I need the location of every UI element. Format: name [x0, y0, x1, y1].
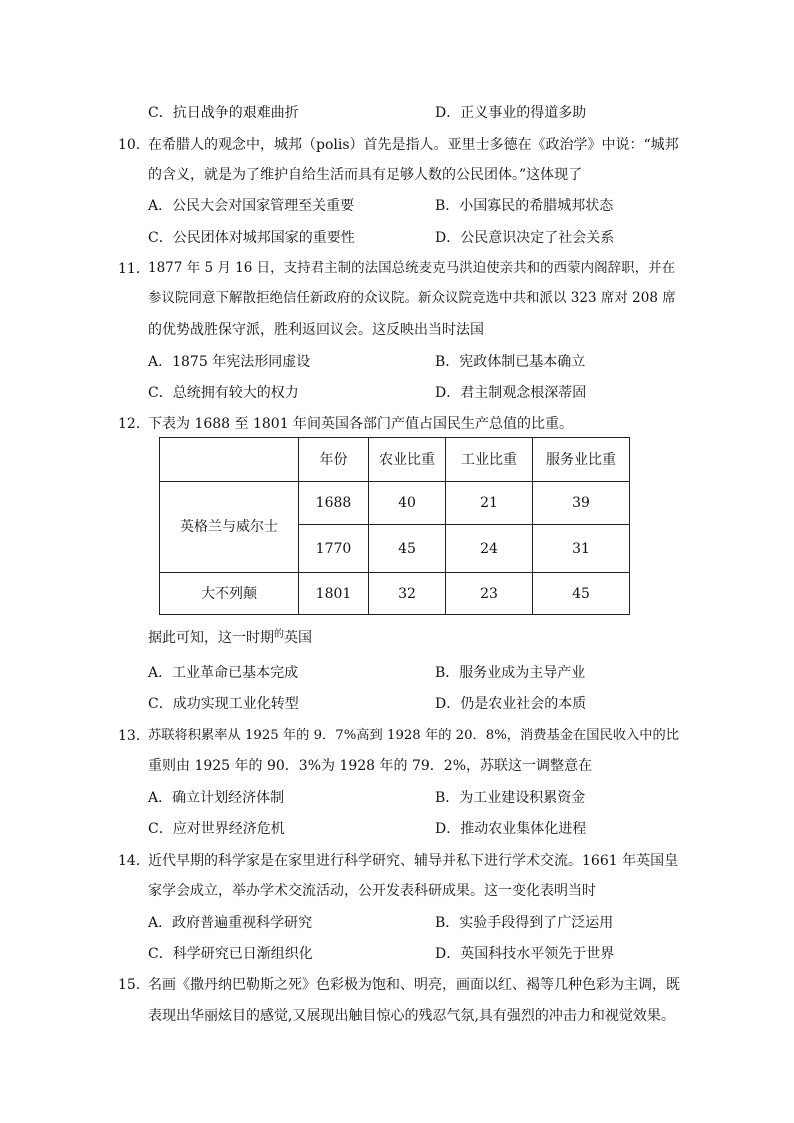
q14-number: 14．	[118, 853, 150, 869]
q13-stem-line2: 重则由 1925 年的 90．3%为 1928 年的 79．2%，苏联这一调整意在	[148, 758, 593, 774]
table-row	[160, 482, 630, 525]
table-cell-industry: 21	[446, 482, 533, 525]
q14-option-d: D．英国科技水平领先于世界	[435, 946, 615, 962]
table-header-year: 年份	[299, 438, 369, 482]
table-cell-industry: 24	[446, 525, 533, 573]
q13-option-d: D．推动农业集体化进程	[435, 821, 587, 837]
q13-stem-line1: 苏联将积累率从 1925 年的 9．7%高到 1928 年的 20．8%，消费基金在国民收入中的比	[148, 728, 680, 743]
table-cell-agriculture: 45	[369, 525, 446, 573]
q12-option-b: B．服务业成为主导产业	[435, 665, 586, 681]
q14-option-a: A．政府普遍重视科学研究	[148, 915, 313, 931]
q15-number: 15．	[118, 977, 150, 993]
table-row	[160, 573, 630, 615]
q11-stem-line2: 参议院同意下解散拒绝信任新政府的众议院。新众议院竞选中共和派以 323 席对 208 席	[148, 290, 676, 306]
table-cell-services: 39	[533, 482, 630, 525]
sector-share-table	[159, 437, 630, 615]
q14-stem-line1: 近代早期的科学家是在家里进行科学研究、辅导并私下进行学术交流。1661 年英国皇	[148, 853, 679, 869]
table-header-agriculture: 农业比重	[369, 438, 446, 482]
q9-option-c: C．抗日战争的艰难曲折	[148, 105, 299, 121]
q10-option-c: C．公民团体对城邦国家的重要性	[148, 230, 355, 246]
q12-stem-after-table	[148, 630, 312, 645]
q12-option-d: D．仍是农业社会的本质	[435, 696, 587, 712]
q12-after-text-a: 据此可知，这一时期	[148, 630, 274, 646]
table-header-row	[160, 438, 630, 482]
q10-option-a: A．公民大会对国家管理至关重要	[148, 198, 355, 214]
table-cell-year: 1770	[299, 525, 369, 573]
q15-stem-line2: 表现出华丽炫目的感觉,又展现出触目惊心的残忍气氛,具有强烈的冲击力和视觉效果。	[148, 1008, 675, 1024]
table-cell-year: 1801	[299, 573, 369, 615]
q11-stem-line1: 1877 年 5 月 16 日，支持君主制的法国总统麦克马洪迫使亲共和的西蒙内阁辞职，并在	[148, 260, 676, 276]
q11-option-d: D．君主制观念根深蒂固	[435, 385, 587, 401]
q11-number: 11．	[118, 261, 150, 277]
q9-option-d: D．正义事业的得道多助	[435, 105, 587, 121]
q14-stem-line2: 家学会成立，举办学术交流活动，公开发表科研成果。这一变化表明当时	[148, 883, 596, 899]
q10-option-b: B．小国寡民的希腊城邦状态	[435, 198, 614, 214]
q15-stem-line1: 名画《撒丹纳巴勒斯之死》色彩极为饱和、明亮，画面以红、褐等几种色彩为主调，既	[148, 977, 680, 993]
q13-number: 13．	[118, 728, 150, 744]
q14-option-c: C．科学研究已日渐组织化	[148, 946, 313, 962]
q10-stem-line2: 的含义，就是为了维护自给生活而具有足够人数的公民团体。”这体现了	[148, 167, 583, 183]
table-cell-services: 31	[533, 525, 630, 573]
q12-option-c: C．成功实现工业化转型	[148, 696, 299, 712]
table-header-corner	[160, 438, 299, 482]
q12-option-a: A．工业革命已基本完成	[148, 665, 299, 681]
q11-stem-line3: 的优势战胜保守派，胜利返回议会。这反映出当时法国	[148, 322, 484, 338]
q11-option-a: A．1875 年宪法形同虚设	[148, 354, 311, 370]
table-region-great-britain: 大不列颠	[160, 573, 299, 615]
table-cell-agriculture: 32	[369, 573, 446, 615]
q10-number: 10．	[118, 137, 150, 153]
q13-option-c: C．应对世界经济危机	[148, 821, 285, 837]
q10-stem-line1: 在希腊人的观念中，城邦（polis）首先是指人。亚里士多德在《政治学》中说：“城邦	[148, 137, 679, 153]
table-header-industry: 工业比重	[446, 438, 533, 482]
q14-option-b: B．实验手段得到了广泛运用	[435, 915, 614, 931]
q13-option-b: B．为工业建设积累资金	[435, 790, 586, 806]
table-cell-agriculture: 40	[369, 482, 446, 525]
q12-stem-line1: 下表为 1688 至 1801 年间英国各部门产值占国民生产总值的比重。	[148, 416, 574, 432]
q10-option-d: D．公民意识决定了社会关系	[435, 230, 615, 246]
table-header-services: 服务业比重	[533, 438, 630, 482]
table-region-england-wales: 英格兰与威尔士	[160, 482, 299, 573]
q12-after-text-b: 英国	[284, 630, 312, 646]
table-cell-year: 1688	[299, 482, 369, 525]
q11-option-b: B．宪政体制已基本确立	[435, 354, 586, 370]
q12-after-superscript: 的	[274, 629, 284, 640]
q12-number: 12．	[118, 416, 150, 432]
q11-option-c: C．总统拥有较大的权力	[148, 385, 299, 401]
q13-option-a: A．确立计划经济体制	[148, 790, 285, 806]
table-cell-industry: 23	[446, 573, 533, 615]
table-cell-services: 45	[533, 573, 630, 615]
